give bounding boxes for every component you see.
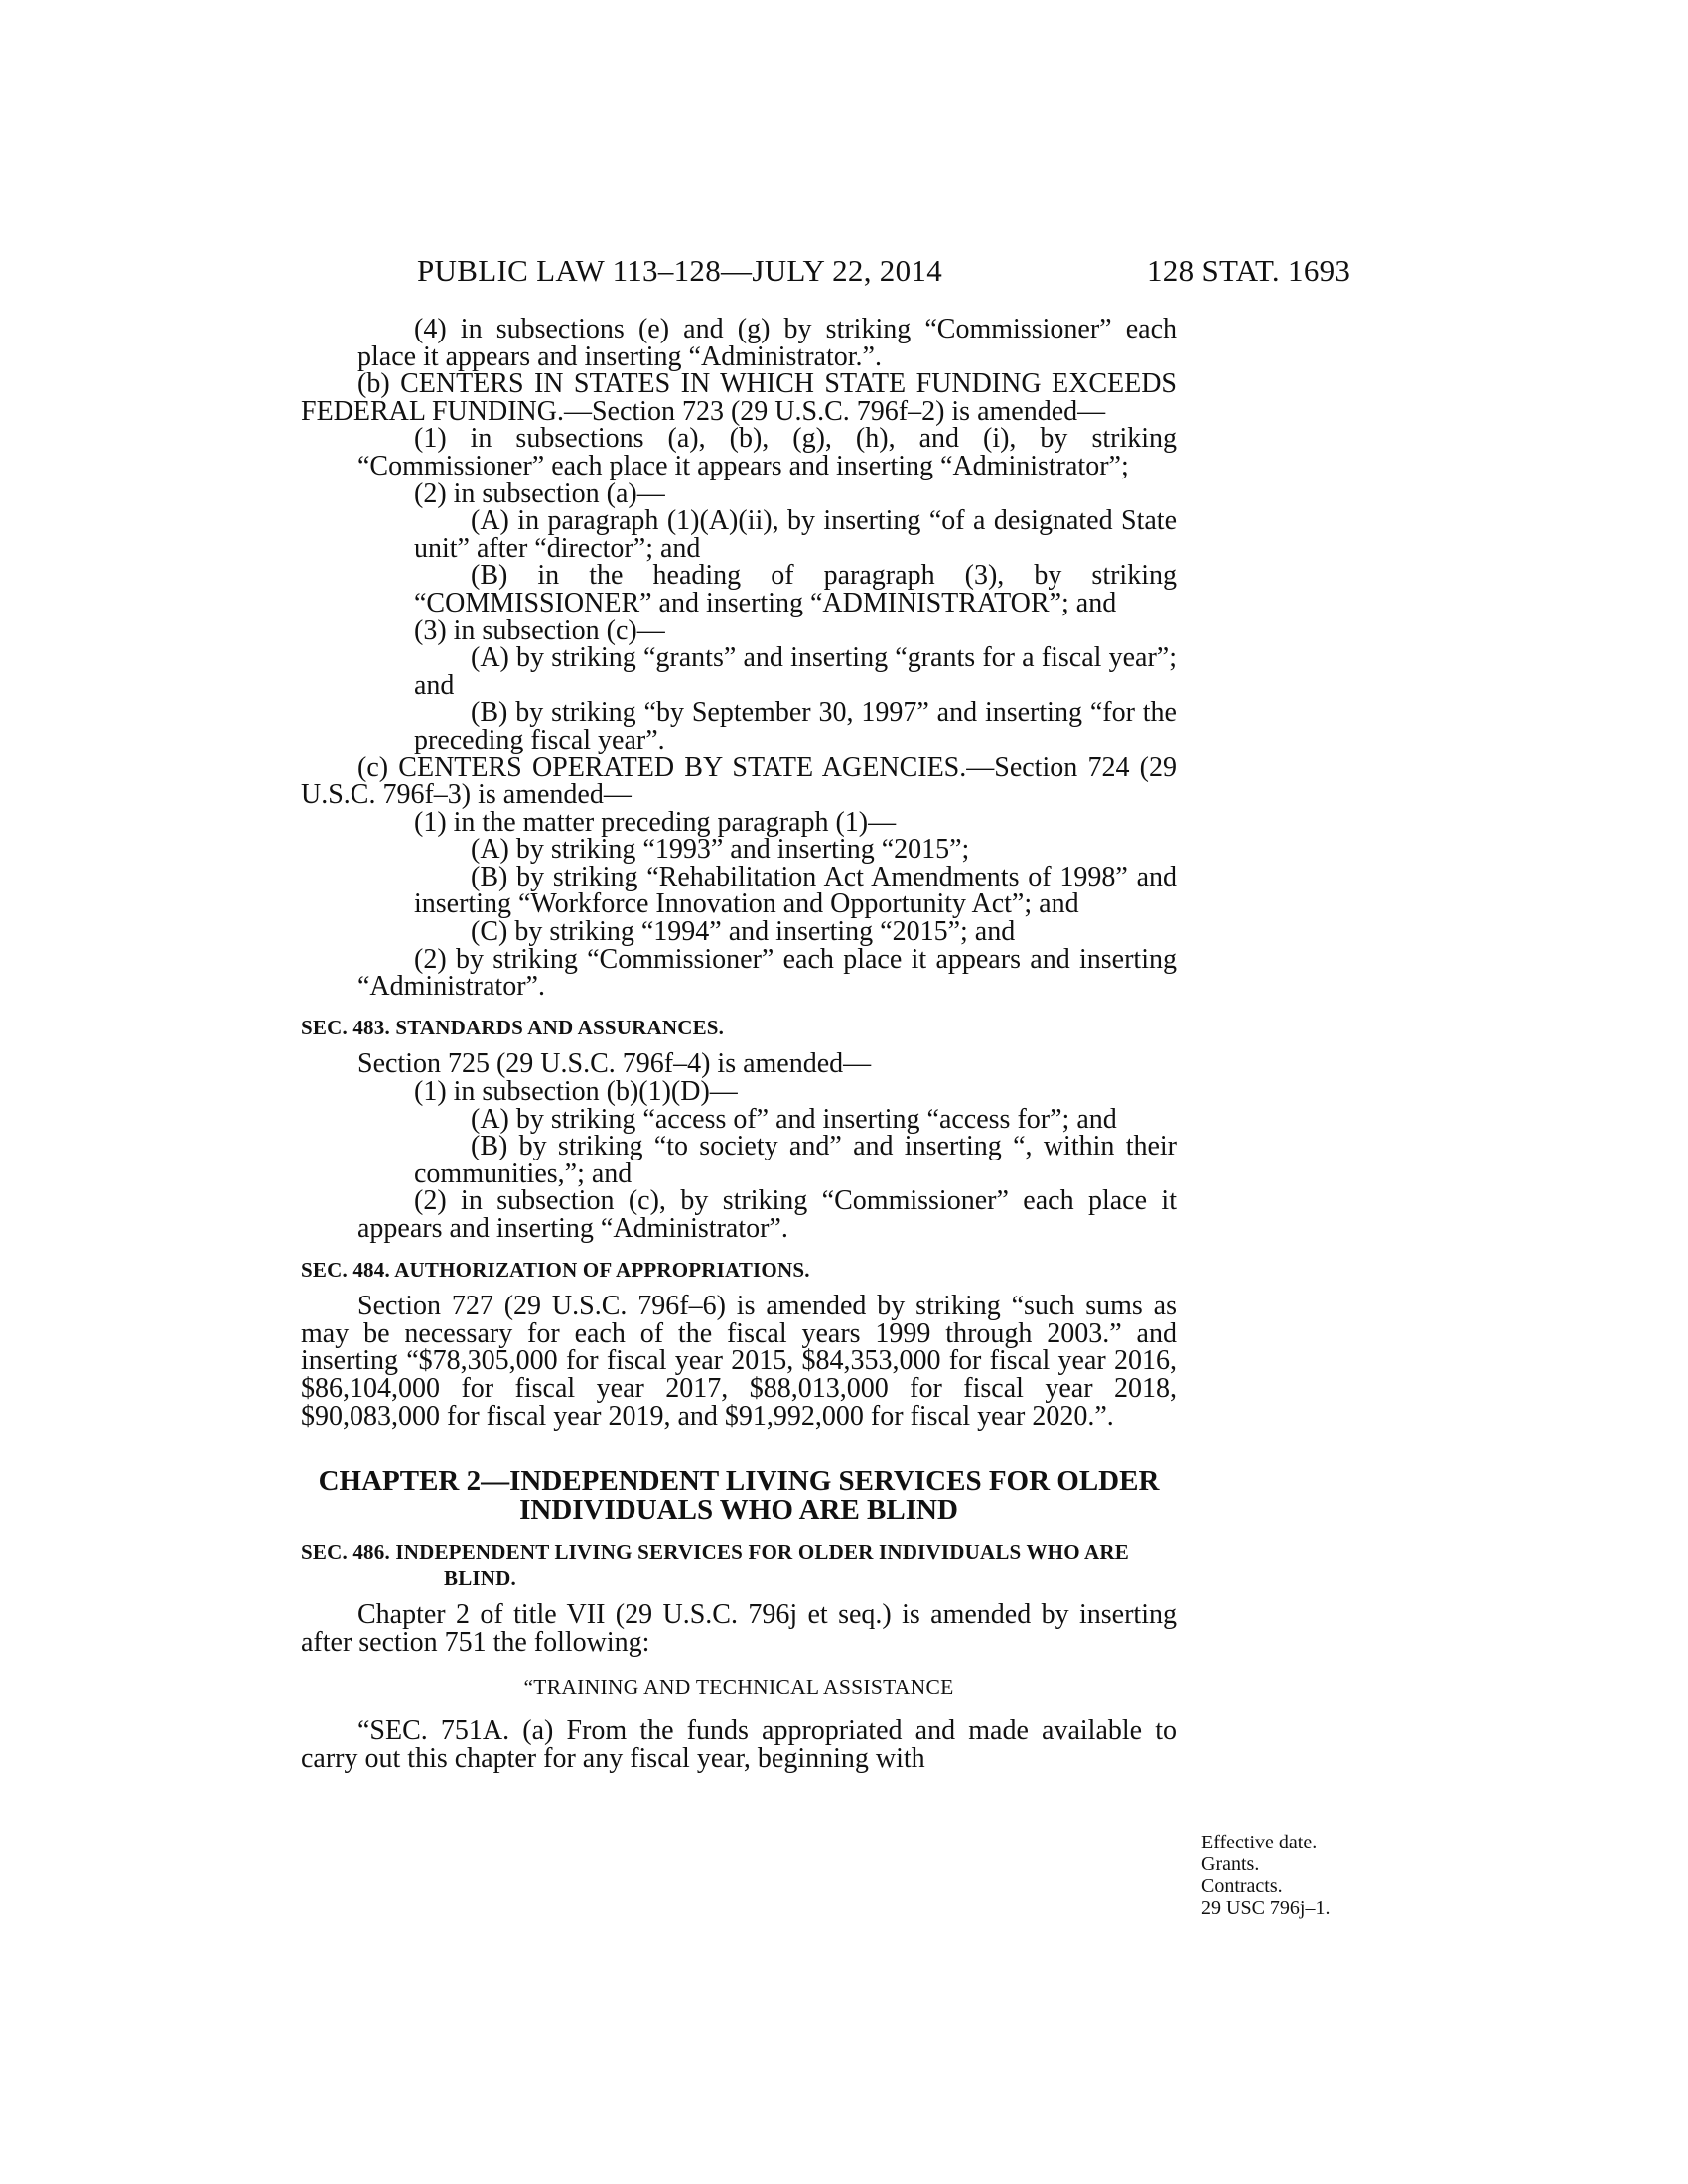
paragraph: (2) by striking “Commissioner” each place it appears and inserting “Administrator”. (357, 943, 1177, 1003)
section-heading: SEC. 486. INDEPENDENT LIVING SERVICES FOR OLDER INDIVIDUALS WHO ARE BLIND. (301, 1540, 1129, 1591)
section-heading: SEC. 483. STANDARDS AND ASSURANCES. (301, 1015, 725, 1039)
paragraph: “SEC. 751A. (a) From the funds appropriated and made available to carry out this chapter for any fiscal year, beginning with (301, 1714, 1177, 1774)
paragraph: (3) in subsection (c)— (414, 614, 665, 646)
document-body (301, 316, 1177, 1772)
paragraph: (2) in subsection (c), by striking “Commissioner” each place it appears and inserting “Administrator”. (357, 1185, 1177, 1244)
paragraph: (1) in the matter preceding paragraph (1)— (414, 806, 897, 838)
running-header-title: PUBLIC LAW 113–128—JULY 22, 2014 (417, 253, 943, 288)
paragraph: Section 725 (29 U.S.C. 796f–4) is amended— (357, 1048, 872, 1080)
margin-note: 29 USC 796j–1. (1201, 1897, 1331, 1919)
paragraph: Section 727 (29 U.S.C. 796f–6) is amended by striking “such sums as may be necessary for each of the fiscal years 1999 through 2003.” and inserting “$78,305,000 for fiscal year 2015, $84,353,000 for fiscal year 2016, $86,104,000 for fiscal year 2017, $88,013,000 for fiscal year 2018, $90,083,000 for fiscal year 2019, and $91,992,000 for fiscal year 2020.”. (301, 1291, 1177, 1432)
subsection-heading: (c) CENTERS OPERATED BY STATE AGENCIES.—Section 724 (29 U.S.C. 796f–3) is amended— (301, 751, 1177, 811)
margin-note: Effective date. (1201, 1832, 1318, 1853)
paragraph: (B) in the heading of paragraph (3), by striking “COMMISSIONER” and inserting “ADMINISTRATOR”; and (414, 560, 1177, 618)
inserted-heading: “TRAINING AND TECHNICAL ASSISTANCE (523, 1675, 954, 1700)
paragraph: (B) by striking “to society and” and inserting “, within their communities,”; and (414, 1131, 1177, 1189)
paragraph: Chapter 2 of title VII (29 U.S.C. 796j et seq.) is amended by inserting after section 751 the following: (301, 1599, 1177, 1658)
page-stat-number: 128 STAT. 1693 (1147, 253, 1351, 288)
paragraph: (A) by striking “grants” and inserting “grants for a fiscal year”; and (414, 642, 1177, 701)
margin-note: Contracts. (1201, 1875, 1283, 1897)
subsection-heading: (b) CENTERS IN STATES IN WHICH STATE FUNDING EXCEEDS FEDERAL FUNDING.—Section 723 (29 U.S.C. 796f–2) is amended— (301, 368, 1177, 427)
paragraph: (C) by striking “1994” and inserting “2015”; and (471, 916, 1016, 948)
paragraph: (4) in subsections (e) and (g) by striking “Commissioner” each place it appears and inserting “Administrator.”. (357, 314, 1177, 372)
paragraph: (A) by striking “1993” and inserting “2015”; (471, 834, 970, 866)
margin-notes (1201, 1832, 1330, 1919)
paragraph: (1) in subsections (a), (b), (g), (h), and (i), by striking “Commissioner” each place it appears and inserting “Administrator”; (357, 423, 1177, 481)
section-heading: SEC. 484. AUTHORIZATION OF APPROPRIATIONS. (301, 1257, 810, 1282)
paragraph: (2) in subsection (a)— (414, 478, 665, 509)
chapter-heading: CHAPTER 2—INDEPENDENT LIVING SERVICES FOR OLDER INDIVIDUALS WHO ARE BLIND (318, 1465, 1160, 1527)
paragraph: (B) by striking “Rehabilitation Act Amendments of 1998” and inserting “Workforce Innovation and Opportunity Act”; and (414, 861, 1177, 920)
margin-note: Grants. (1201, 1853, 1260, 1875)
paragraph: (A) by striking “access of” and inserting “access for”; and (471, 1103, 1117, 1135)
paragraph: (B) by striking “by September 30, 1997” and inserting “for the preceding fiscal year”. (414, 697, 1177, 755)
paragraph: (1) in subsection (b)(1)(D)— (414, 1076, 738, 1108)
paragraph: (A) in paragraph (1)(A)(ii), by inserting “of a designated State unit” after “director”; and (414, 505, 1177, 564)
